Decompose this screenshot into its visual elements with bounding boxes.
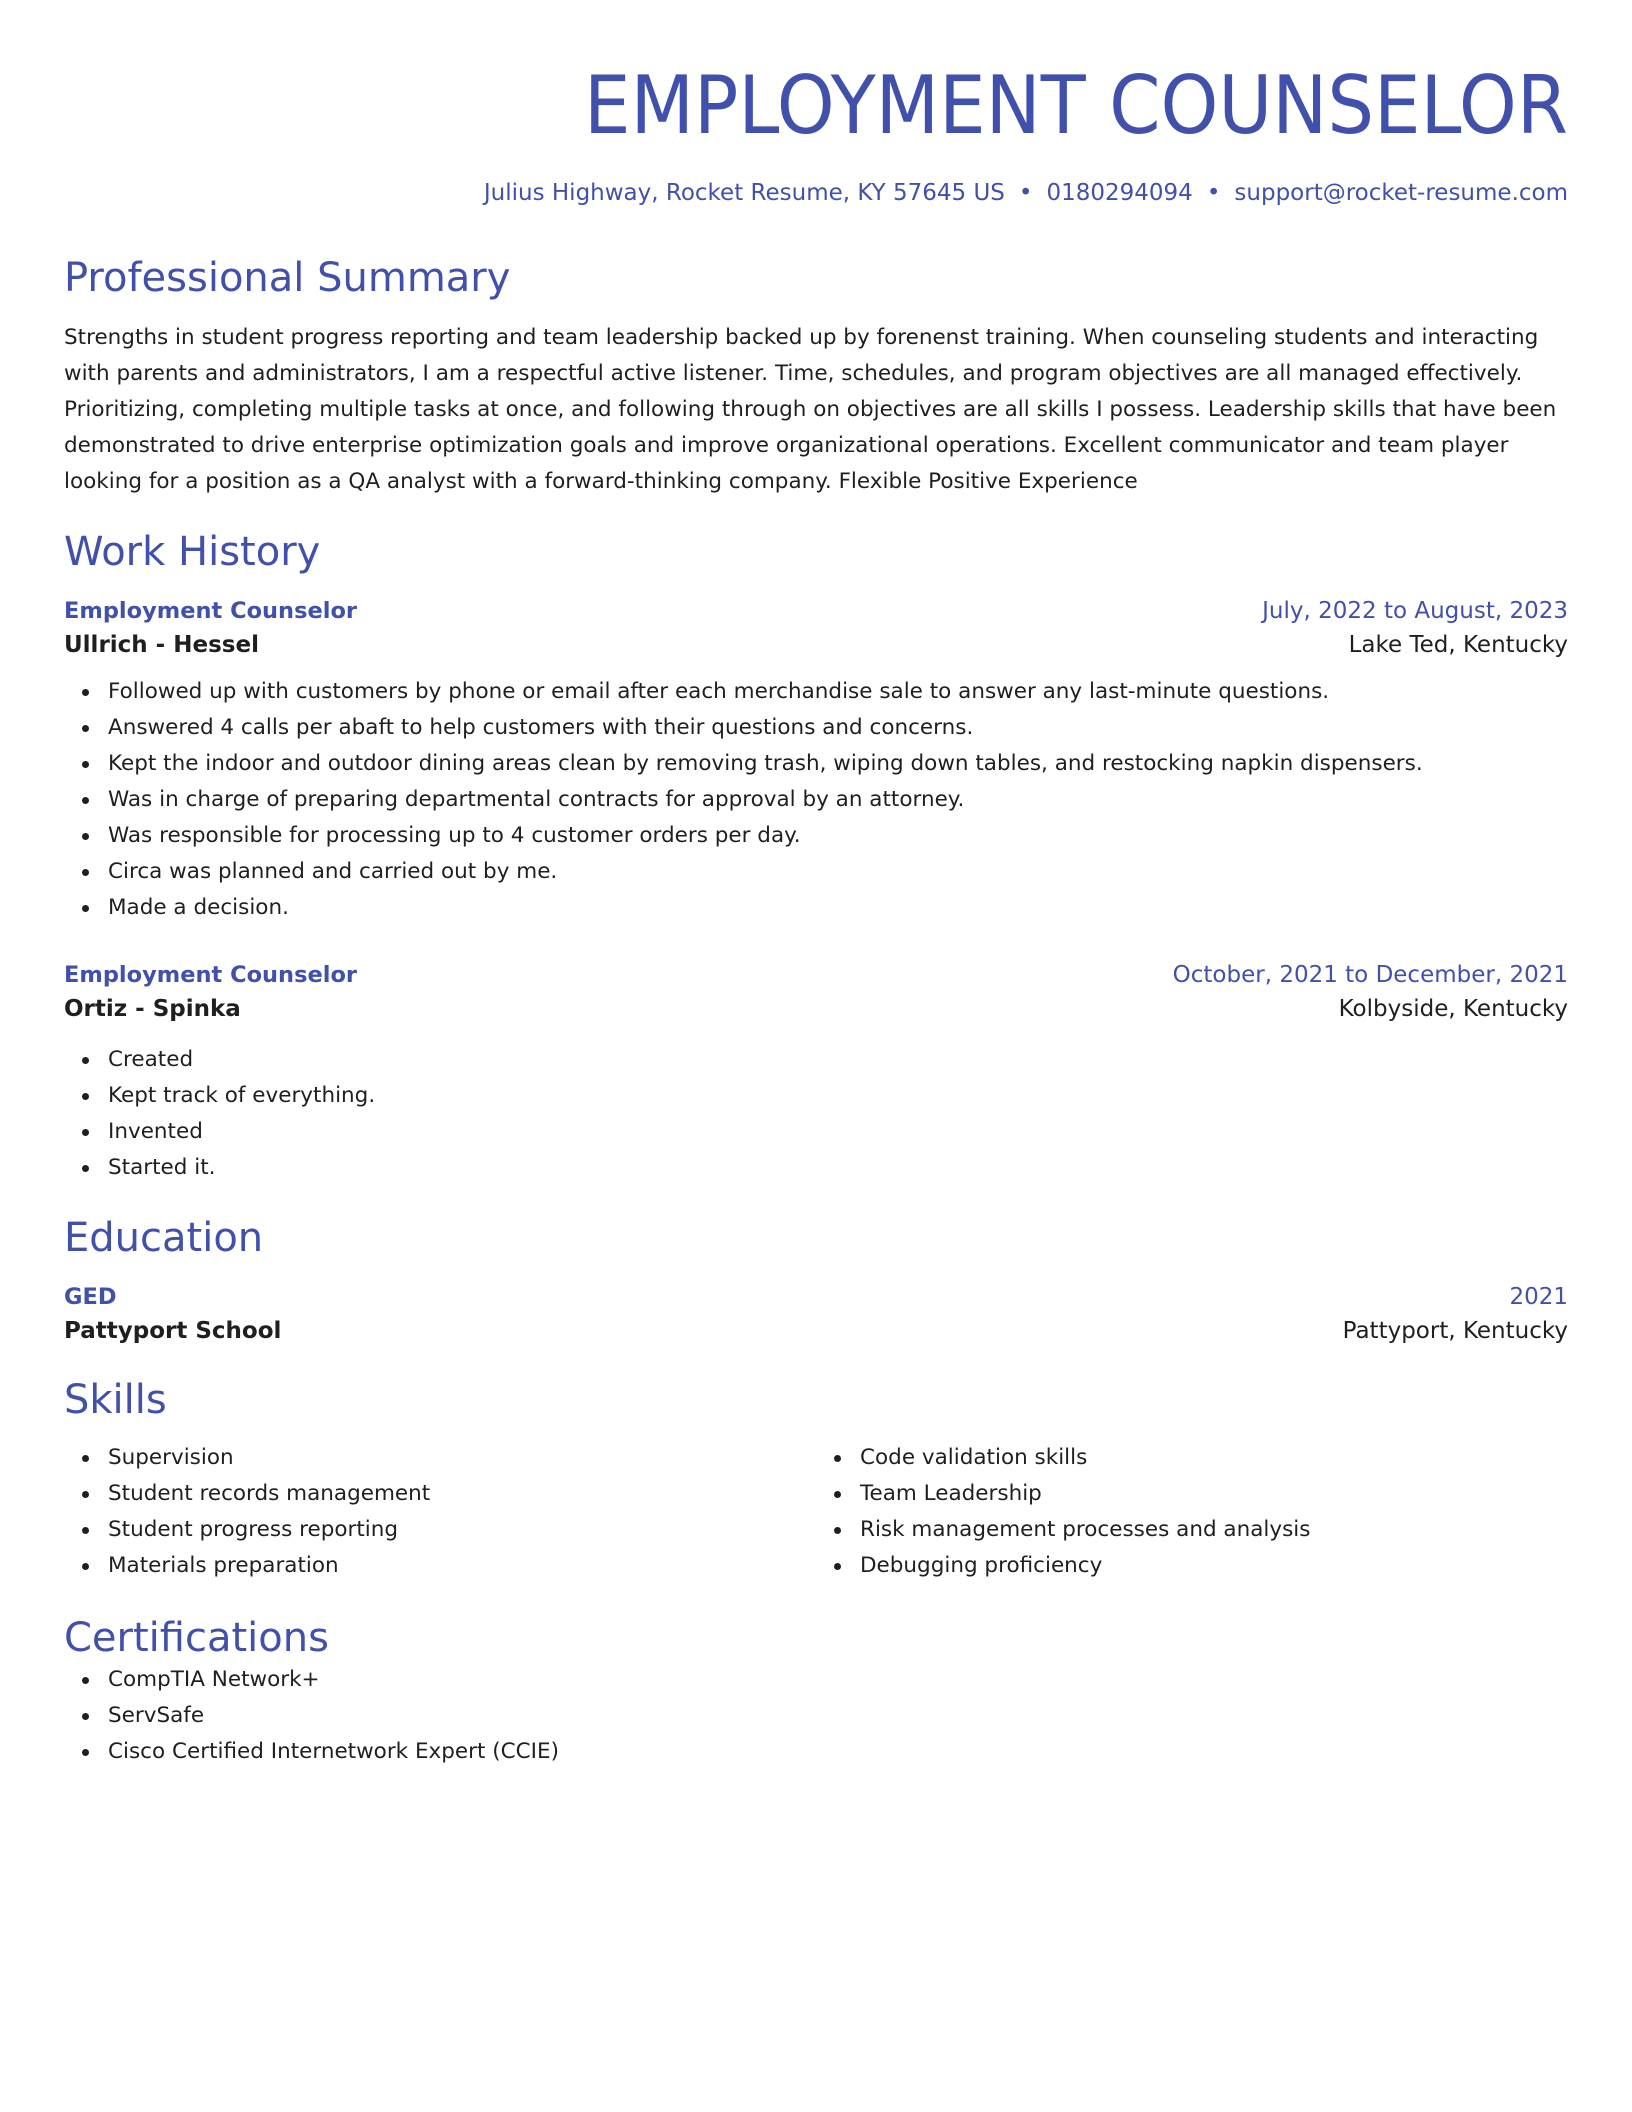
certifications-section bbox=[64, 1614, 1568, 1770]
job-dates: July, 2022 to August, 2023 bbox=[1262, 598, 1568, 624]
list-item: Supervision bbox=[108, 1440, 816, 1476]
list-item: Circa was planned and carried out by me. bbox=[108, 854, 1568, 890]
list-item: Debugging proficiency bbox=[860, 1548, 1568, 1584]
skills-list bbox=[816, 1440, 1568, 1584]
education-header bbox=[64, 1280, 1568, 1314]
list-item: Student progress reporting bbox=[108, 1512, 816, 1548]
list-item: Made a decision. bbox=[108, 890, 1568, 926]
list-item: Team Leadership bbox=[860, 1476, 1568, 1512]
education-subheader bbox=[64, 1314, 1568, 1348]
job-title: Employment Counselor bbox=[64, 598, 357, 624]
job-entry bbox=[64, 958, 1568, 1186]
job-company: Ortiz - Spinka bbox=[64, 996, 241, 1022]
skills-list bbox=[64, 1440, 816, 1584]
address: Julius Highway, Rocket Resume, KY 57645 US bbox=[483, 180, 1005, 206]
contact-separator: • bbox=[1018, 180, 1033, 206]
education-section bbox=[64, 1214, 1568, 1348]
education-entry bbox=[64, 1280, 1568, 1348]
list-item: Risk management processes and analysis bbox=[860, 1512, 1568, 1548]
contact-line bbox=[64, 176, 1568, 210]
list-item: Started it. bbox=[108, 1150, 1568, 1186]
skills-section bbox=[64, 1376, 1568, 1584]
list-item: Kept the indoor and outdoor dining areas clean by removing trash, wiping down tables, and restocking napkin dispensers. bbox=[108, 746, 1568, 782]
job-subheader bbox=[64, 992, 1568, 1026]
list-item: Followed up with customers by phone or email after each merchandise sale to answer any last-minute questions. bbox=[108, 674, 1568, 710]
list-item: Answered 4 calls per abaft to help customers with their questions and concerns. bbox=[108, 710, 1568, 746]
list-item: Was responsible for processing up to 4 customer orders per day. bbox=[108, 818, 1568, 854]
degree: GED bbox=[64, 1284, 117, 1310]
section-heading-summary: Professional Summary bbox=[64, 255, 511, 301]
list-item: CompTIA Network+ bbox=[108, 1662, 1568, 1698]
list-item: Code validation skills bbox=[860, 1440, 1568, 1476]
list-item: Created bbox=[108, 1042, 1568, 1078]
skills-column-left bbox=[64, 1440, 816, 1584]
school-location: Pattyport, Kentucky bbox=[1342, 1318, 1568, 1344]
professional-summary-section bbox=[64, 254, 1568, 500]
summary-text: Strengths in student progress reporting and team leadership backed up by forenenst training. When counseling students and interacting with parents and administrators, I am a respectful active listener. Time, schedules, and program objectives are all managed effectively. Prioritizing, completing multiple tasks at once, and following through on objectives are all skills I possess. Leadership skills that have been demonstrated to drive enterprise optimization goals and improve organizational operations. Excellent communicator and team player looking for a position as a QA analyst with a forward-thinking company. Flexible Positive Experience bbox=[64, 325, 1557, 494]
job-dates: October, 2021 to December, 2021 bbox=[1172, 962, 1568, 988]
school-name: Pattyport School bbox=[64, 1318, 282, 1344]
work-history-section bbox=[64, 528, 1568, 1186]
section-heading-education: Education bbox=[64, 1215, 264, 1261]
job-entry bbox=[64, 594, 1568, 926]
job-location: Kolbyside, Kentucky bbox=[1338, 996, 1568, 1022]
job-subheader bbox=[64, 628, 1568, 662]
list-item: Cisco Certified Internetwork Expert (CCIE) bbox=[108, 1734, 1568, 1770]
job-company: Ullrich - Hessel bbox=[64, 632, 259, 658]
email-link[interactable]: support@rocket-resume.com bbox=[1234, 180, 1568, 206]
list-item: Invented bbox=[108, 1114, 1568, 1150]
list-item: Materials preparation bbox=[108, 1548, 816, 1584]
section-heading-skills: Skills bbox=[64, 1377, 167, 1423]
graduation-year: 2021 bbox=[1509, 1284, 1568, 1310]
phone: 0180294094 bbox=[1046, 180, 1193, 206]
job-title: Employment Counselor bbox=[64, 962, 357, 988]
list-item: Was in charge of preparing departmental contracts for approval by an attorney. bbox=[108, 782, 1568, 818]
section-heading-certifications: Certifications bbox=[64, 1615, 329, 1661]
job-header bbox=[64, 594, 1568, 628]
skills-column-right bbox=[816, 1440, 1568, 1584]
section-heading-work: Work History bbox=[64, 529, 321, 575]
skills-grid bbox=[64, 1440, 1568, 1584]
resume-title: EMPLOYMENT COUNSELOR bbox=[584, 59, 1568, 152]
certifications-list bbox=[64, 1662, 1568, 1770]
list-item: Kept track of everything. bbox=[108, 1078, 1568, 1114]
job-bullets bbox=[64, 1042, 1568, 1186]
job-header bbox=[64, 958, 1568, 992]
job-location: Lake Ted, Kentucky bbox=[1348, 632, 1568, 658]
contact-separator: • bbox=[1206, 180, 1221, 206]
job-bullets bbox=[64, 674, 1568, 926]
list-item: ServSafe bbox=[108, 1698, 1568, 1734]
list-item: Student records management bbox=[108, 1476, 816, 1512]
